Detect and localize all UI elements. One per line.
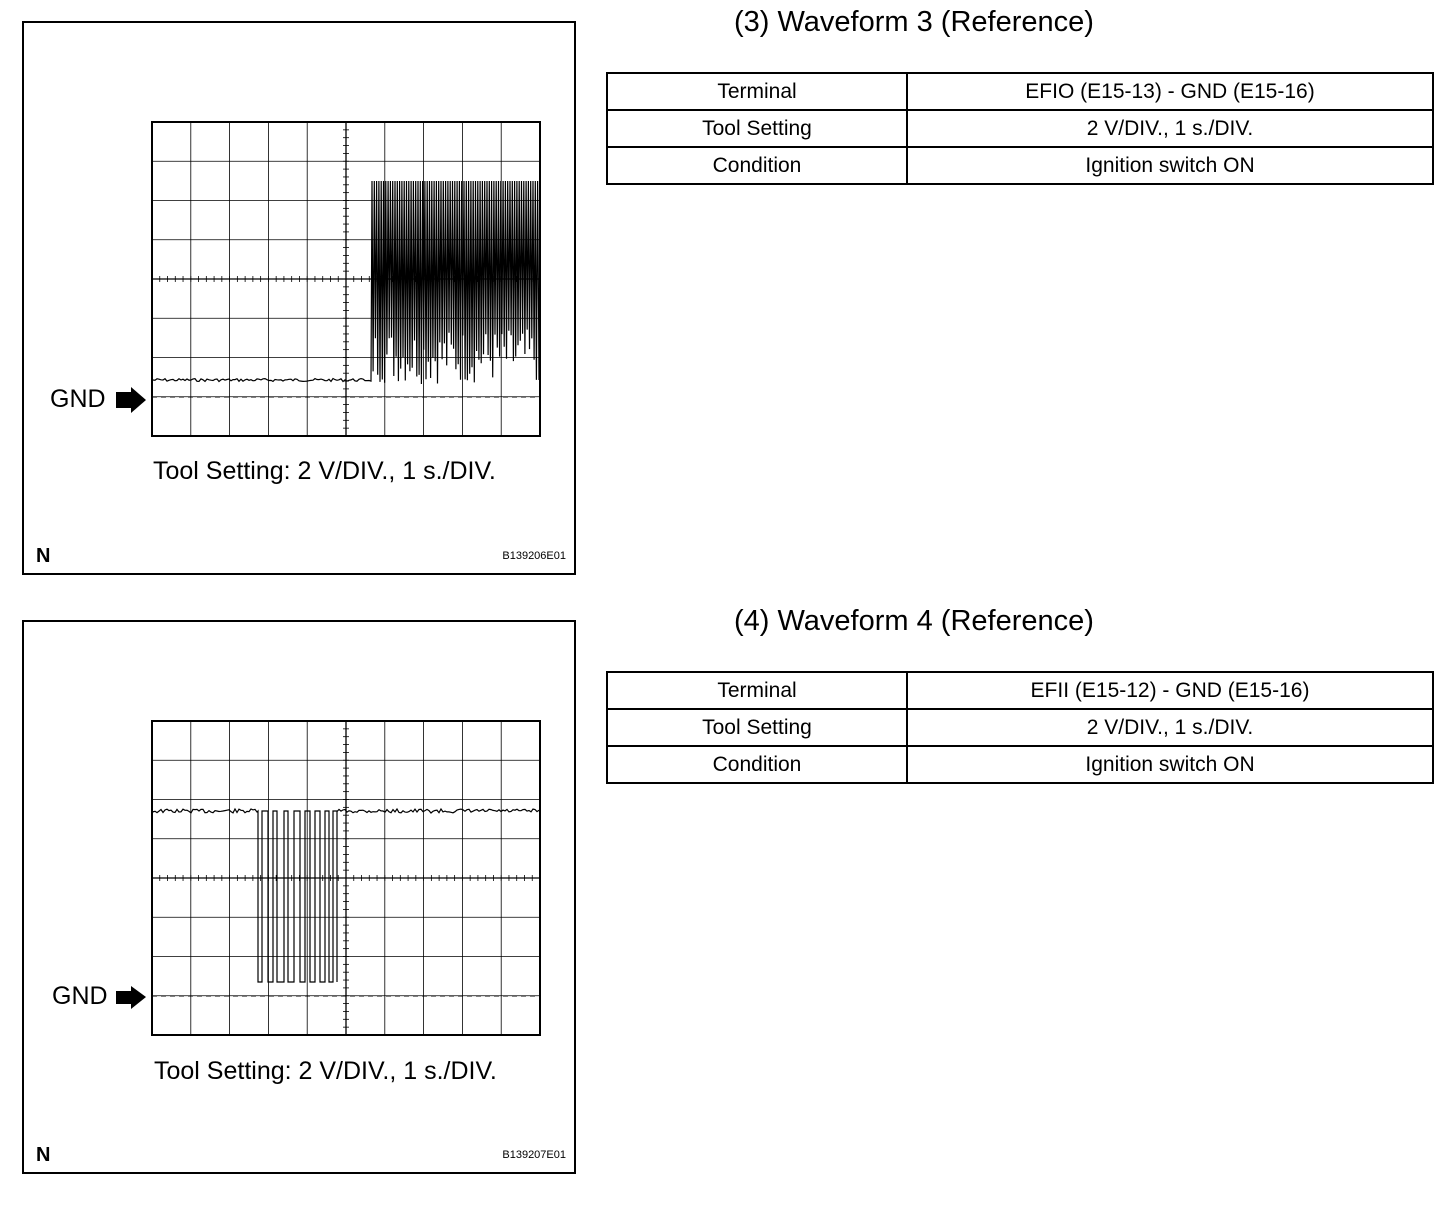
waveform-4-caption: Tool Setting: 2 V/DIV., 1 s./DIV.	[154, 1057, 497, 1085]
waveform-3-caption: Tool Setting: 2 V/DIV., 1 s./DIV.	[153, 457, 496, 485]
table-row	[607, 709, 1433, 746]
spec-label-condition: Condition	[607, 147, 907, 184]
waveform-4-gnd-arrow-icon	[116, 986, 146, 1009]
waveform-4-grid	[152, 721, 540, 1035]
spec-label-terminal: Terminal	[607, 672, 907, 709]
spec-value-terminal: EFIO (E15-13) - GND (E15-16)	[907, 73, 1433, 110]
spec-value-condition: Ignition switch ON	[907, 147, 1433, 184]
waveform-3-corner-mark: N	[36, 545, 51, 567]
waveform-3-heading: (3) Waveform 3 (Reference)	[734, 6, 1094, 38]
spec-value-tool-setting: 2 V/DIV., 1 s./DIV.	[907, 709, 1433, 746]
spec-label-tool-setting: Tool Setting	[607, 110, 907, 147]
waveform-4-corner-mark: N	[36, 1144, 51, 1166]
spec-value-tool-setting: 2 V/DIV., 1 s./DIV.	[907, 110, 1433, 147]
waveform-4-gnd-label: GND	[52, 982, 108, 1010]
waveform-4-spec-table	[606, 671, 1434, 784]
waveform-4-heading: (4) Waveform 4 (Reference)	[734, 605, 1094, 637]
table-row	[607, 73, 1433, 110]
spec-label-tool-setting: Tool Setting	[607, 709, 907, 746]
table-row	[607, 746, 1433, 783]
waveform-3-gnd-label: GND	[50, 385, 106, 413]
waveform-3-gnd-arrow-icon	[116, 387, 146, 413]
spec-label-terminal: Terminal	[607, 73, 907, 110]
waveform-4-figure	[22, 620, 576, 1174]
spec-value-terminal: EFII (E15-12) - GND (E15-16)	[907, 672, 1433, 709]
waveform-3-spec-table	[606, 72, 1434, 185]
table-row	[607, 147, 1433, 184]
table-row	[607, 110, 1433, 147]
spec-label-condition: Condition	[607, 746, 907, 783]
spec-value-condition: Ignition switch ON	[907, 746, 1433, 783]
table-row	[607, 672, 1433, 709]
waveform-3-figure	[22, 21, 576, 575]
waveform-3-figure-code: B139206E01	[502, 550, 566, 562]
waveform-3-scope	[24, 23, 578, 577]
waveform-4-figure-code: B139207E01	[502, 1149, 566, 1161]
waveform-4-scope	[24, 622, 578, 1176]
